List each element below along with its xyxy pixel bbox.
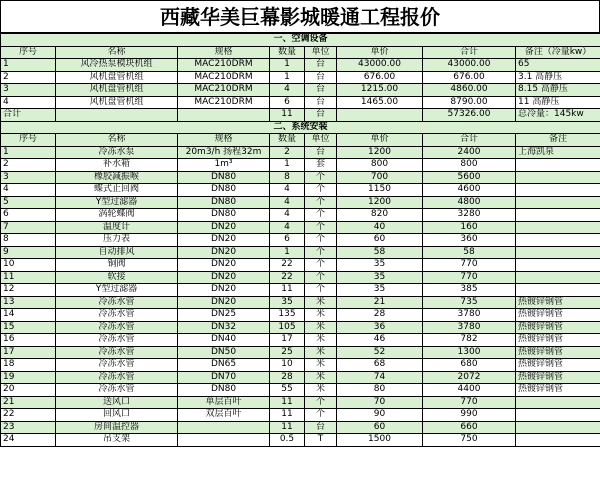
table-cell: 46 [337,334,423,347]
table-body [1,34,600,447]
document-title: 西藏华美巨幕影城暖通工程报价 [0,0,600,33]
table-cell: 19 [1,371,56,384]
column-header: 单位 [305,134,337,147]
table-row [1,184,600,197]
table-cell: 米 [305,371,337,384]
column-header: 合计 [423,134,516,147]
table-cell: MAC210DRM [178,96,270,109]
table-row [1,334,600,347]
table-cell: 770 [423,271,516,284]
table-cell: 680 [423,359,516,372]
table-cell: 68 [337,359,423,372]
table-cell: 个 [305,184,337,197]
table-cell: 18 [1,359,56,372]
table-cell: 28 [337,309,423,322]
table-cell: 65 [516,59,600,72]
table-cell: 8790.00 [423,96,516,109]
table-cell: T [305,434,337,447]
table-row [1,159,600,172]
table-cell: 770 [423,396,516,409]
table-row [1,384,600,397]
table-cell: 43000.00 [337,59,423,72]
table-cell: DN32 [178,321,270,334]
table-cell: 冷冻水管 [56,296,178,309]
table-cell: 自动排风 [56,246,178,259]
table-cell: 35 [337,284,423,297]
table-row [1,71,600,84]
table-row [1,309,600,322]
table-cell: 个 [305,396,337,409]
table-cell: 米 [305,309,337,322]
table-cell: 1 [270,59,305,72]
table-cell: 台 [305,146,337,159]
table-cell: 90 [337,409,423,422]
table-cell [178,434,270,447]
table-cell: 4 [270,221,305,234]
table-cell: 23 [1,421,56,434]
table-cell: 铜阀 [56,259,178,272]
table-row [1,209,600,222]
table-cell: DN80 [178,209,270,222]
table-cell: 16 [1,334,56,347]
table-cell: 0.5 [270,434,305,447]
table-cell: 800 [423,159,516,172]
column-header: 备注 [516,134,600,147]
column-header: 名称 [56,134,178,147]
table-cell: 个 [305,221,337,234]
table-cell: 13 [1,296,56,309]
table-cell [516,221,600,234]
table-cell: 990 [423,409,516,422]
table-cell: 1m³ [178,159,270,172]
table-cell: 43000.00 [423,59,516,72]
table-cell: 热镀锌钢管 [516,296,600,309]
table-cell: DN20 [178,271,270,284]
table-cell: DN20 [178,246,270,259]
table-cell: 6 [1,209,56,222]
table-row [1,271,600,284]
table-row [1,221,600,234]
table-row [1,371,600,384]
table-cell: MAC210DRM [178,71,270,84]
table-cell: 14 [1,309,56,322]
table-cell: 房间温控器 [56,421,178,434]
table-row [1,84,600,97]
table-row [1,196,600,209]
table-cell: 58 [337,246,423,259]
table-cell: 风冷热泵模块机组 [56,59,178,72]
table-cell: 12 [1,284,56,297]
table-cell: 软接 [56,271,178,284]
table-cell: 820 [337,209,423,222]
table-row [1,234,600,247]
column-header: 规格 [178,134,270,147]
table-cell [516,159,600,172]
table-cell: 9 [1,246,56,259]
table-cell: 1200 [337,196,423,209]
table-cell: 补水箱 [56,159,178,172]
table-cell: 10 [270,359,305,372]
table-cell: 吊支架 [56,434,178,447]
table-cell: 21 [337,296,423,309]
column-header: 名称 [56,46,178,59]
column-header: 单价 [337,46,423,59]
table-cell: 冷冻水管 [56,346,178,359]
table-cell: 17 [270,334,305,347]
table-cell [516,234,600,247]
table-cell [516,421,600,434]
table-cell: 22 [270,259,305,272]
table-cell: 冷冻水管 [56,384,178,397]
section-title-row [1,34,600,47]
table-row [1,246,600,259]
table-cell: 冷冻水管 [56,359,178,372]
table-cell: 11 [1,271,56,284]
table-cell: 3.1 高静压 [516,71,600,84]
column-header: 序号 [1,46,56,59]
table-cell: 1 [1,146,56,159]
table-cell: 4 [270,184,305,197]
table-cell: 782 [423,334,516,347]
table-cell: 3280 [423,209,516,222]
table-cell: 回风口 [56,409,178,422]
table-cell: 11 [270,409,305,422]
table-cell: 40 [337,221,423,234]
table-cell: 个 [305,171,337,184]
header-row [1,46,600,59]
table-cell: 台 [305,84,337,97]
table-cell: 676.00 [337,71,423,84]
table-cell: 热镀锌钢管 [516,346,600,359]
table-cell: 15 [1,321,56,334]
table-cell: 热镀锌钢管 [516,371,600,384]
column-header: 合计 [423,46,516,59]
table-row [1,146,600,159]
table-cell: 7 [1,221,56,234]
table-cell: DN65 [178,359,270,372]
table-cell: 1200 [337,146,423,159]
column-header: 备注（冷量kw） [516,46,600,59]
table-cell: 750 [423,434,516,447]
table-cell: 个 [305,234,337,247]
table-cell [516,246,600,259]
table-cell [516,271,600,284]
table-row [1,359,600,372]
table-cell: 80 [337,384,423,397]
table-row [1,409,600,422]
table-cell: 蝶式止回阀 [56,184,178,197]
table-cell: 3780 [423,321,516,334]
section-title: 一、空调设备 [1,34,600,47]
table-cell: 热镀锌钢管 [516,359,600,372]
table-cell: 米 [305,321,337,334]
table-cell: 1215.00 [337,84,423,97]
table-cell: DN80 [178,184,270,197]
table-cell: 4800 [423,196,516,209]
table-cell: 11 [270,396,305,409]
table-cell: 套 [305,159,337,172]
table-cell: 70 [337,396,423,409]
table-cell: DN25 [178,309,270,322]
table-cell: DN40 [178,334,270,347]
table-cell: 28 [270,371,305,384]
table-row [1,434,600,447]
column-header: 单价 [337,134,423,147]
table-cell: 6 [270,96,305,109]
table-cell: 米 [305,359,337,372]
table-cell: 冷冻水管 [56,371,178,384]
table-row [1,171,600,184]
table-cell: Y型过滤器 [56,284,178,297]
total-cell [337,109,423,122]
table-cell: 温度计 [56,221,178,234]
table-cell: 4 [270,209,305,222]
table-cell: 135 [270,309,305,322]
table-cell: MAC210DRM [178,59,270,72]
table-row [1,284,600,297]
table-cell: 17 [1,346,56,359]
table-cell: 个 [305,409,337,422]
table-cell: 74 [337,371,423,384]
table-cell: 送风口 [56,396,178,409]
table-cell: DN20 [178,296,270,309]
table-cell: DN80 [178,171,270,184]
table-cell: 2400 [423,146,516,159]
table-cell: 24 [1,434,56,447]
table-cell: MAC210DRM [178,84,270,97]
table-cell: 20m3/h 扬程32m [178,146,270,159]
table-cell: 1 [270,246,305,259]
table-cell: 676.00 [423,71,516,84]
table-cell: 个 [305,259,337,272]
table-cell: 风机盘管机组 [56,84,178,97]
table-cell: 个 [305,209,337,222]
table-cell: 橡胶减振喉 [56,171,178,184]
table-cell: 800 [337,159,423,172]
table-cell: DN20 [178,284,270,297]
total-cell: 总冷量：145kw [516,109,600,122]
table-cell: 21 [1,396,56,409]
table-cell [178,421,270,434]
column-header: 规格 [178,46,270,59]
table-cell: 风机盘管机组 [56,96,178,109]
table-cell: 冷冻水管 [56,334,178,347]
table-cell: 1300 [423,346,516,359]
table-cell: 1465.00 [337,96,423,109]
table-cell: 热镀锌钢管 [516,321,600,334]
total-cell [178,109,270,122]
table-cell: 60 [337,421,423,434]
quotation-table [0,33,600,447]
table-cell: Y型过滤器 [56,196,178,209]
table-cell: 8.15 高静压 [516,84,600,97]
table-cell: 2 [1,159,56,172]
table-cell: 冷冻水泵 [56,146,178,159]
table-cell: 10 [1,259,56,272]
table-cell: 米 [305,334,337,347]
table-cell: 台 [305,421,337,434]
total-cell: 11 [270,109,305,122]
table-cell [516,284,600,297]
table-cell: 4 [1,96,56,109]
header-row [1,134,600,147]
section-title-row [1,121,600,134]
table-cell: 8 [270,171,305,184]
table-cell: 单层百叶 [178,396,270,409]
table-cell: 风机盘管机组 [56,71,178,84]
table-cell: 700 [337,171,423,184]
table-cell: 米 [305,384,337,397]
table-cell: 4600 [423,184,516,197]
table-cell: 2 [270,146,305,159]
column-header: 数量 [270,46,305,59]
table-cell: 55 [270,384,305,397]
table-cell: 360 [423,234,516,247]
column-header: 数量 [270,134,305,147]
table-cell: 22 [1,409,56,422]
table-cell [516,184,600,197]
table-cell: DN20 [178,234,270,247]
table-cell: 1150 [337,184,423,197]
table-cell: 上海凯泉 [516,146,600,159]
total-cell: 合计 [1,109,56,122]
table-cell: 涡轮蝶阀 [56,209,178,222]
table-cell: 160 [423,221,516,234]
table-cell: 个 [305,284,337,297]
total-cell [56,109,178,122]
table-cell: 11 [270,284,305,297]
table-cell: DN20 [178,221,270,234]
table-cell: 8 [1,234,56,247]
table-cell: 米 [305,346,337,359]
table-cell: 20 [1,384,56,397]
table-cell: 热镀锌钢管 [516,309,600,322]
table-cell [516,434,600,447]
table-cell: 60 [337,234,423,247]
table-cell: 5600 [423,171,516,184]
table-cell: 36 [337,321,423,334]
table-row [1,296,600,309]
table-cell: 52 [337,346,423,359]
table-cell: DN20 [178,259,270,272]
column-header: 序号 [1,134,56,147]
table-cell: 4 [270,196,305,209]
table-cell: 25 [270,346,305,359]
table-cell: 3780 [423,309,516,322]
table-cell: 个 [305,271,337,284]
table-cell: 双层百叶 [178,409,270,422]
table-cell [516,209,600,222]
table-cell [516,171,600,184]
table-cell: 11 高静压 [516,96,600,109]
table-cell: 台 [305,71,337,84]
table-cell: 热镀锌钢管 [516,384,600,397]
table-cell: DN80 [178,196,270,209]
table-cell: 35 [337,259,423,272]
table-cell: 米 [305,296,337,309]
table-cell [516,396,600,409]
table-cell: 4 [270,84,305,97]
table-cell: 105 [270,321,305,334]
table-cell: 1 [270,159,305,172]
table-cell: 1 [1,59,56,72]
table-cell: DN50 [178,346,270,359]
table-cell: 3 [1,84,56,97]
table-cell: 个 [305,196,337,209]
table-cell: 台 [305,59,337,72]
table-row [1,396,600,409]
table-cell: 冷冻水管 [56,321,178,334]
table-cell [516,259,600,272]
table-cell: 2072 [423,371,516,384]
total-cell: 57326.00 [423,109,516,122]
table-cell: 2 [1,71,56,84]
table-row [1,59,600,72]
table-cell: 3 [1,171,56,184]
table-row [1,346,600,359]
table-cell: 1500 [337,434,423,447]
table-cell: 4860.00 [423,84,516,97]
total-row [1,109,600,122]
table-row [1,96,600,109]
table-cell: 热镀锌钢管 [516,334,600,347]
table-cell: 6 [270,234,305,247]
table-cell: 压力表 [56,234,178,247]
table-cell: 385 [423,284,516,297]
table-cell: 735 [423,296,516,309]
section-title: 二、系统安装 [1,121,600,134]
table-cell: 35 [270,296,305,309]
table-cell: 35 [337,271,423,284]
table-cell: 4 [1,184,56,197]
column-header: 单位 [305,46,337,59]
table-cell: 个 [305,246,337,259]
table-cell: 台 [305,96,337,109]
total-cell: 台 [305,109,337,122]
table-row [1,259,600,272]
table-cell: 5 [1,196,56,209]
table-cell: DN70 [178,371,270,384]
table-cell: 660 [423,421,516,434]
table-cell: 冷冻水管 [56,309,178,322]
table-cell: 58 [423,246,516,259]
table-cell: 22 [270,271,305,284]
table-cell: 770 [423,259,516,272]
table-cell: DN80 [178,384,270,397]
table-row [1,321,600,334]
table-cell: 1 [270,71,305,84]
table-row [1,421,600,434]
table-cell [516,196,600,209]
table-cell: 11 [270,421,305,434]
table-cell: 4400 [423,384,516,397]
table-cell [516,409,600,422]
